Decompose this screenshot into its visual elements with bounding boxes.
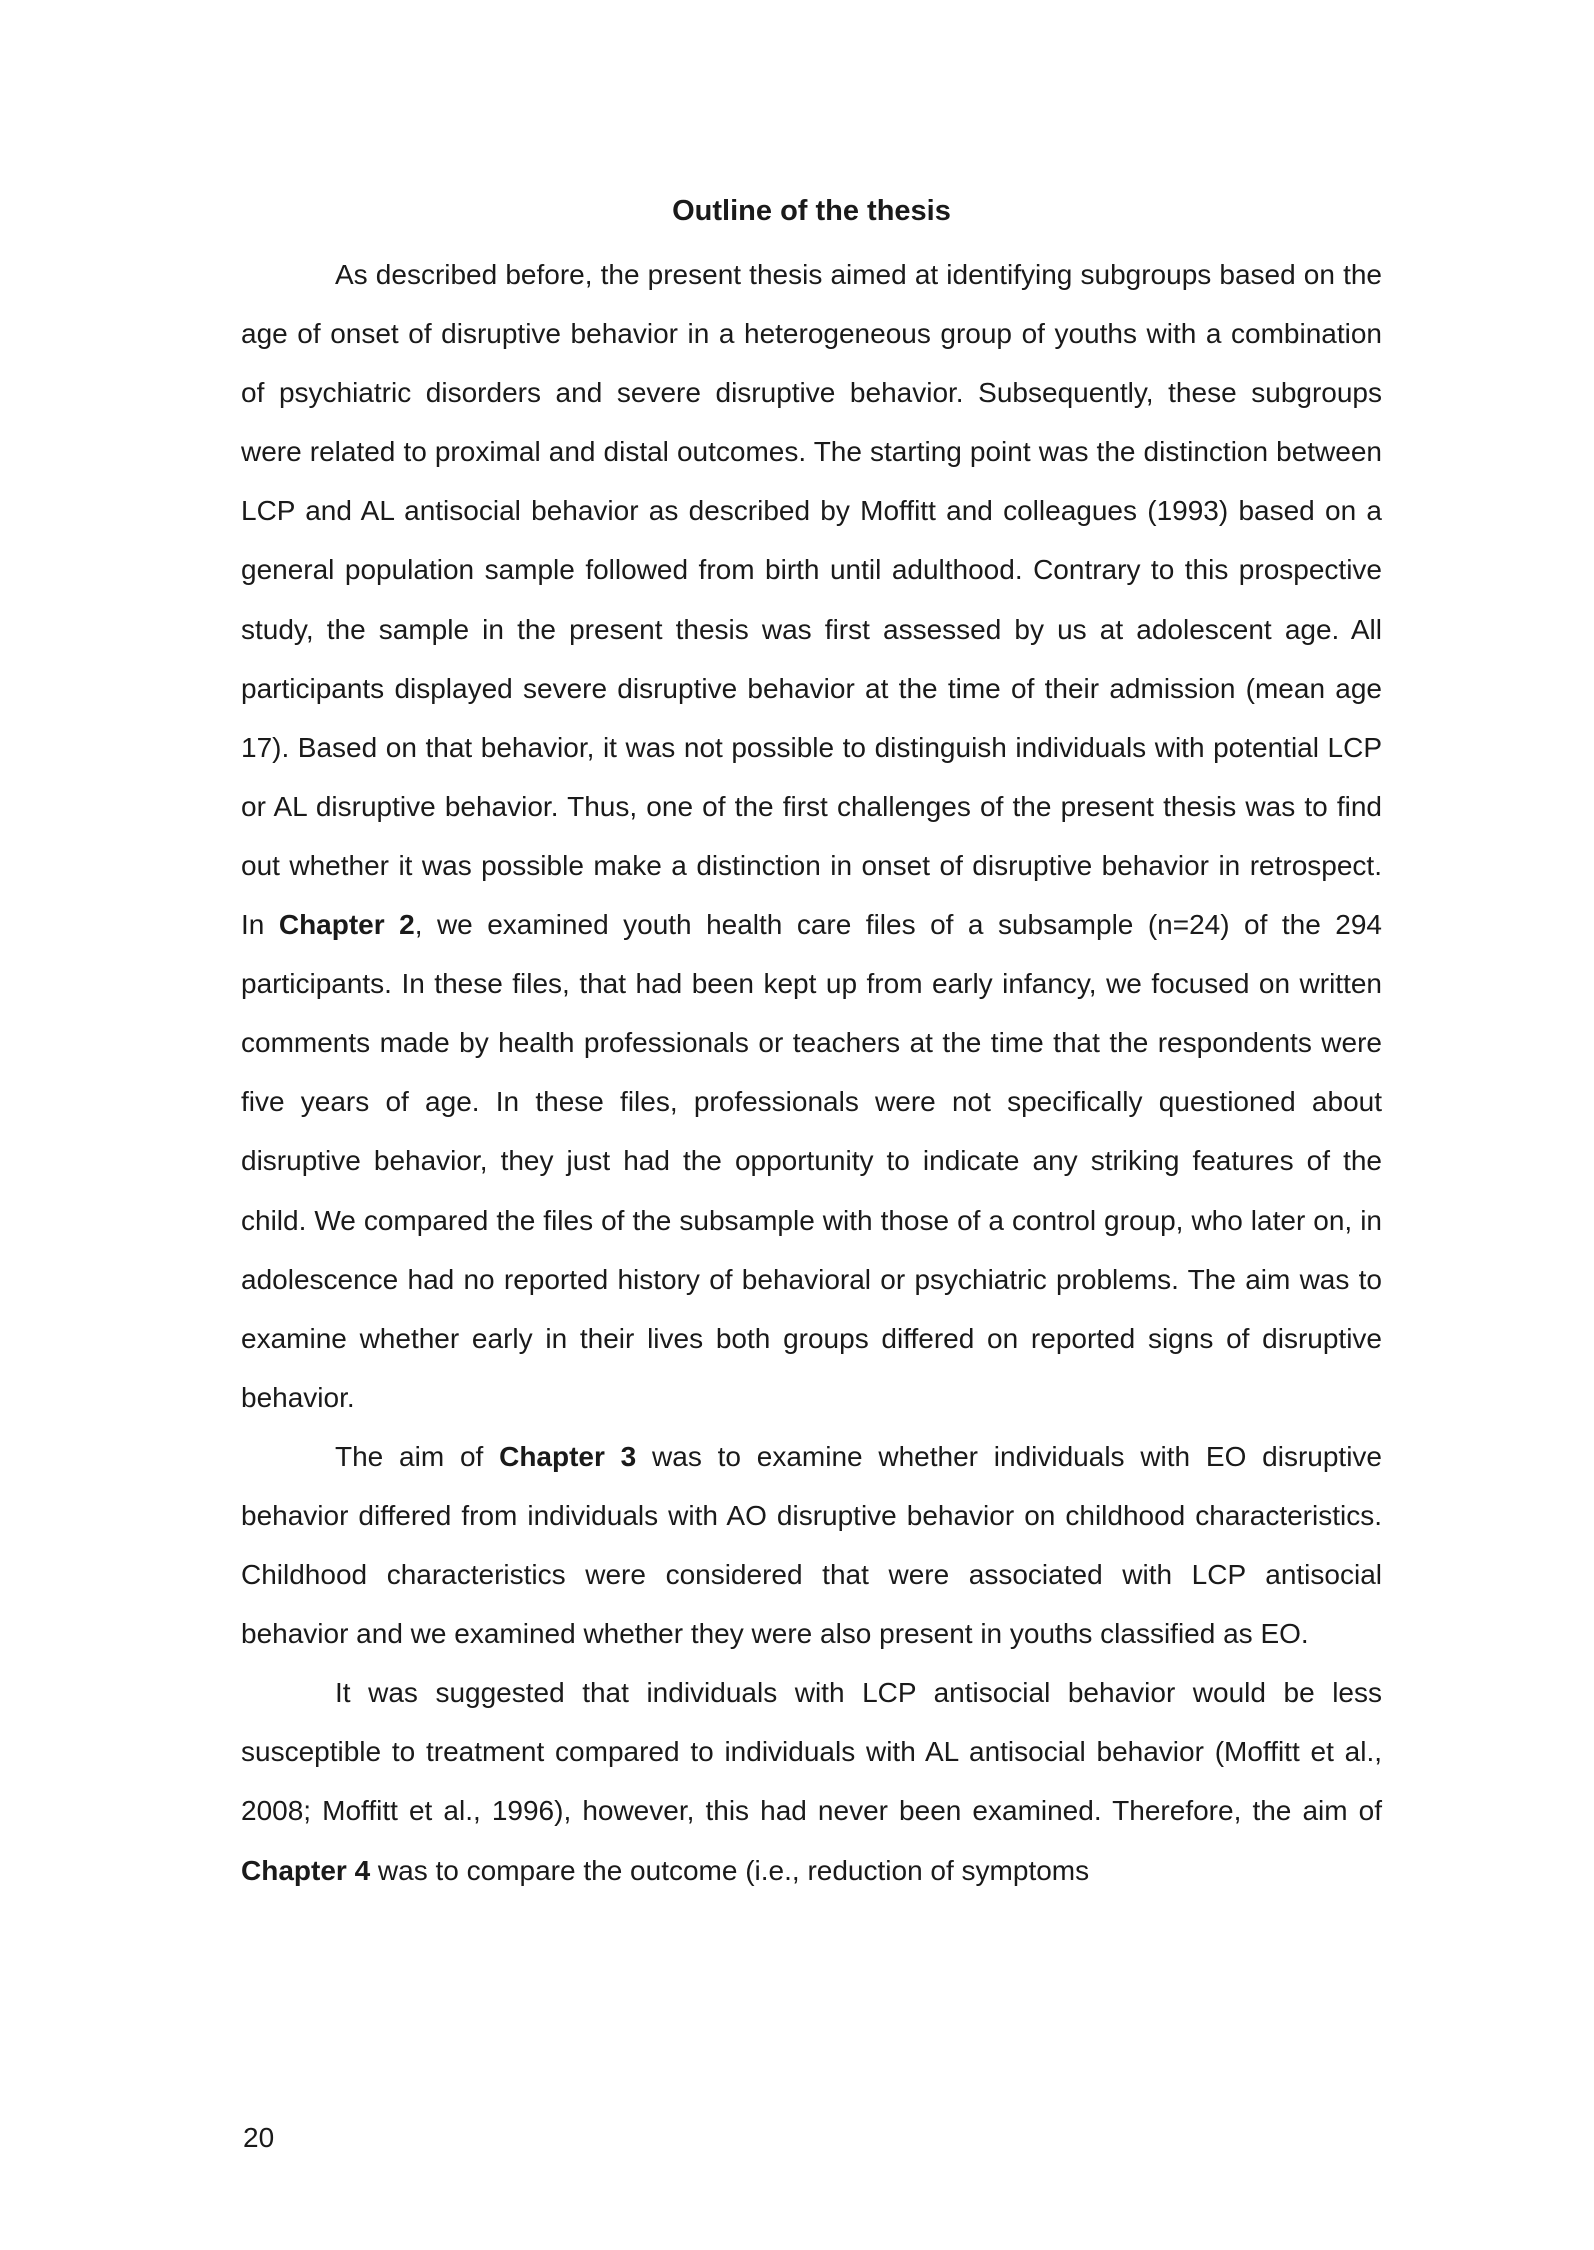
text-run: was to compare the outcome (i.e., reduction of symptoms bbox=[370, 1854, 1090, 1886]
chapter-reference: Chapter 4 bbox=[241, 1854, 371, 1886]
chapter-reference: Chapter 2 bbox=[278, 909, 415, 941]
text-run: The aim of bbox=[335, 1440, 500, 1472]
paragraph-2 bbox=[241, 1427, 1382, 1663]
text-run: , we examined youth health care files of a subsample (n=24) of the 294 participants. In these files, that had been kept up from early infancy, we focused on written comments made by health professionals or teachers at the time that the respondents were five years of age. In these files, professionals were not specifically questioned about disruptive behavior, they just had the opportunity to indicate any striking features of the child. We compared the files of the subsample with those of a control group, who later on, in adolescence had no reported history of behavioral or psychiatric problems. The aim was to examine whether early in their lives both groups differed on reported signs of disruptive behavior. bbox=[241, 909, 1382, 1413]
page-number: 20 bbox=[243, 2122, 275, 2153]
text-run: It was suggested that individuals with LCP antisocial behavior would be less susceptible to treatment compared to individuals with AL antisocial behavior (Moffitt et al., 2008; Moffitt et al., 1996), however, this had never been examined. Therefore, the aim of bbox=[241, 1677, 1382, 1827]
page-content bbox=[241, 186, 1382, 1900]
chapter-reference: Chapter 3 bbox=[499, 1440, 637, 1472]
paragraph-1 bbox=[241, 245, 1382, 1427]
section-heading: Outline of the thesis bbox=[672, 195, 951, 227]
text-run: As described before, the present thesis aimed at identifying subgroups based on the age of onset of disruptive behavior in a heterogeneous group of youths with a combination of psychiatric disorders and severe disruptive behavior. Subsequently, these subgroups were related to proximal and distal outcomes. The starting point was the distinction between LCP and AL antisocial behavior as described by Moffitt and colleagues (1993) based on a general population sample followed from birth until adulthood. Contrary to this prospective study, the sample in the present thesis was first assessed by us at adolescent age. All participants displayed severe disruptive behavior at the time of their admission (mean age 17). Based on that behavior, it was not possible to distinguish individuals with potential LCP or AL disruptive behavior. Thus, one of the first challenges of the present thesis was to find out whether it was possible make a distinction in onset of disruptive behavior in retrospect. In bbox=[241, 259, 1382, 941]
paragraph-3 bbox=[241, 1663, 1382, 1899]
text-run: was to examine whether individuals with EO disruptive behavior differed from individuals with AO disruptive behavior on childhood characteristics. Childhood characteristics were considered that were associated with LCP antisocial behavior and we examined whether they were also present in youths classified as EO. bbox=[241, 1440, 1382, 1650]
